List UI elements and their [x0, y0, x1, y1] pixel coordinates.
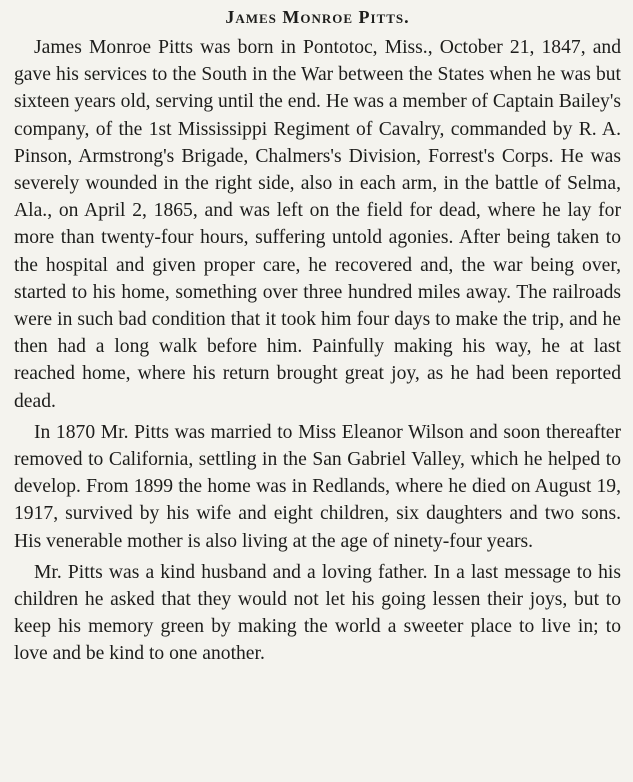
paragraph-1: James Monroe Pitts was born in Pontotoc, Miss., October 21, 1847, and gave his services to the South in the War between the States when he was but sixteen years old, serving until the end. He was a member of Captain Bailey's company, of the 1st Mississippi Regiment of Cavalry, commanded by R. A. Pinson, Armstrong's Brigade, Chalmers's Division, Forrest's Corps. He was severely wounded in the right side, also in each arm, in the battle of Selma, Ala., on April 2, 1865, and was left on the field for dead, where he lay for more than twenty-four hours, suffering untold agonies. After being taken to the hospital and given proper care, he recovered and, the war being over, started to his home, something over three hundred miles away. The railroads were in such bad condition that it took him four days to make the trip, and he then had a long walk before him. Painfully making his way, he at last reached home, where his return brought great joy, as he had been reported dead. [14, 37, 621, 412]
paragraph-3: Mr. Pitts was a kind husband and a loving father. In a last message to his children he asked that they would not let his going lessen their joys, but to keep his memory green by making the world a sweeter place to live in; to love and be kind to one another. [14, 561, 621, 665]
page-title: James Monroe Pitts. [225, 7, 410, 27]
paragraph-2: In 1870 Mr. Pitts was married to Miss Eleanor Wilson and soon thereafter removed to California, settling in the San Gabriel Valley, which he helped to develop. From 1899 the home was in Redlands, where he died on August 19, 1917, survived by his wife and eight children, six daughters and two sons. His venerable mother is also living at the age of ninety-four years. [14, 421, 621, 552]
